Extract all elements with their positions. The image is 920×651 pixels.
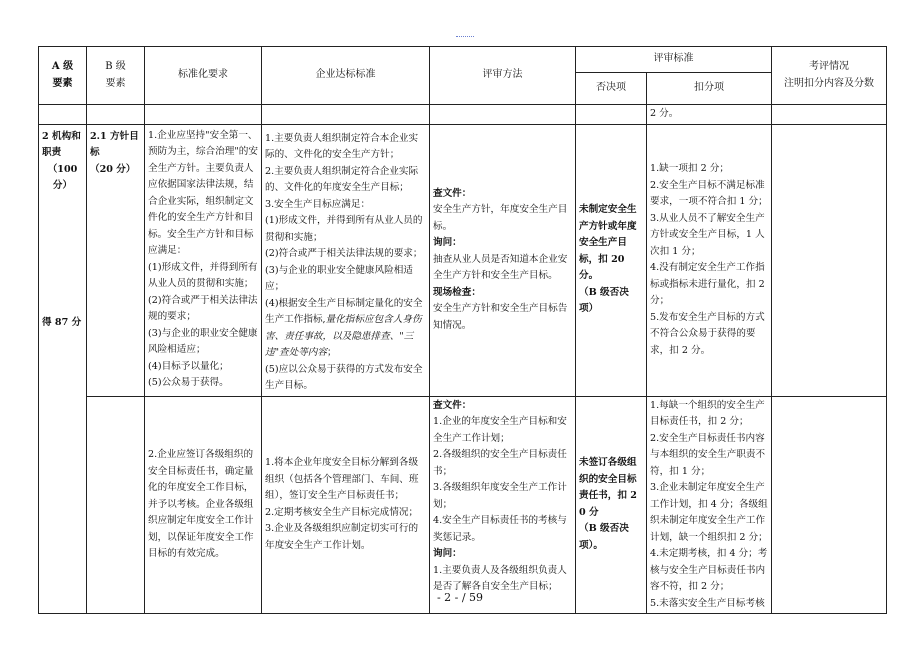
enterprise-standard bbox=[262, 124, 430, 396]
a-level-score: （100 分） bbox=[47, 163, 78, 191]
header-b-level: B 级 要素 bbox=[87, 47, 145, 105]
header-veto: 否决项 bbox=[576, 73, 647, 105]
header-review-method: 评审方法 bbox=[430, 47, 576, 105]
cell-empty bbox=[772, 105, 887, 125]
ent-italic-note: 量化指标应包含人身伤害、责任事故，以及隐患排查、"三违"查处等内容 bbox=[265, 314, 422, 358]
cell-empty bbox=[39, 105, 87, 125]
method-heading: 询问： bbox=[433, 548, 462, 559]
method-heading: 询问： bbox=[433, 237, 462, 249]
cell-empty bbox=[576, 105, 647, 125]
header-a-level: A 级 要素 bbox=[39, 47, 87, 105]
b-level-title: 2.1 方针目标 bbox=[90, 130, 139, 158]
header-mark bbox=[456, 36, 474, 41]
b-level-score: （20 分） bbox=[90, 163, 136, 175]
veto-text: 未制定安全生产方针或年度安全生产目标，扣 20 分。 bbox=[579, 204, 637, 282]
method-text: 抽查从业人员是否知道本企业安全生产方针和安全生产目标。 bbox=[433, 253, 568, 282]
veto-note: （B 级否决项）。 bbox=[579, 523, 629, 551]
method-heading: 查文件： bbox=[433, 399, 472, 411]
method-text: 安全生产方针和安全生产目标告知情况。 bbox=[433, 303, 568, 331]
header-deduct: 扣分项 bbox=[647, 73, 772, 105]
page-number: - 2 - / 59 bbox=[436, 591, 484, 604]
cell-empty bbox=[262, 105, 430, 125]
ent-item: 3.安全生产目标应满足： (1)形成文件，并得到所有从业人员的贯彻和实施； (2)符合或严于相关法律法规的要求； (3)与企业的职业安全健康风险相适应； (4)根据安全生产目标制定量化的安全生产工作指标, bbox=[265, 198, 423, 325]
method-text: 1.企业的年度安全生产目标和安全生产工作计划； 2.各级组织的安全生产目标责任书； 3.各级组织年度安全生产工作计划； 4.安全生产目标责任书的考核与奖惩记录。 bbox=[433, 416, 567, 543]
ent-item: 1.主要负责人组织制定符合本企业实际的、文件化的安全生产方针； bbox=[265, 132, 419, 160]
standards-table bbox=[38, 46, 887, 614]
deduct-item: 1.缺一项扣 2 分； 2.安全生产目标不满足标准要求，一项不符合扣 1 分； 3.从业人员不了解安全生产方针或安全生产目标，1 人次扣 1 分； 4.没有制定安全生产工作指标或指标未进行量化，扣 2 分； 5.发布安全生产目标的方式不符合公众易于获得的要求，扣 2 分。 bbox=[647, 124, 772, 396]
ent-item: ； (5)应以公众易于获得的方式发布安全生产目标。 bbox=[265, 347, 423, 391]
veto-item bbox=[576, 396, 647, 614]
cell-empty bbox=[430, 105, 576, 125]
method-heading: 现场检查： bbox=[433, 286, 481, 298]
evaluation-cell bbox=[772, 124, 887, 396]
veto-item bbox=[576, 124, 647, 396]
header-enterprise-standard: 企业达标标准 bbox=[262, 47, 430, 105]
veto-note: （B 级否决项） bbox=[579, 286, 629, 315]
review-method bbox=[430, 124, 576, 396]
cell-empty bbox=[145, 105, 262, 125]
b-level-element bbox=[87, 396, 145, 614]
header-review-standard: 评审标准 bbox=[576, 47, 772, 73]
review-method bbox=[430, 396, 576, 614]
method-heading: 查文件： bbox=[433, 187, 472, 199]
ent-item: 2.主要负责人组织制定符合企业实际的、文件化的年度安全生产目标； bbox=[265, 165, 419, 193]
method-text: 1.主要负责人及各级组织负责人是否了解各自安全生产目标； bbox=[433, 564, 567, 592]
deduct-item: 1.每缺一个组织的安全生产目标责任书，扣 2 分； 2.安全生产目标责任书内容与本组织的安全生产职责不符，扣 1 分； 3.企业未制定年度安全生产工作计划，扣 4 分；各级组织未制定年度安全生产工作计划，缺一个组织扣 2 分； 4.未定期考核，扣 4 分；考核与安全生产目标责任书内容不符，扣 2 分； 5.未落实安全生产目标考核 bbox=[647, 396, 772, 614]
method-text: 安全生产方针，年度安全生产目标。 bbox=[433, 204, 568, 232]
a-level-got-score: 得 87 分 bbox=[42, 316, 82, 328]
deduct-cell: 2 分。 bbox=[647, 105, 772, 125]
header-evaluation: 考评情况 注明扣分内容及分数 bbox=[772, 47, 887, 105]
a-level-element bbox=[39, 124, 87, 614]
veto-text: 未签订各级组织的安全目标责任书，扣 20 分 bbox=[579, 457, 637, 518]
enterprise-standard: 1.将本企业年度安全目标分解到各级组织（包括各个管理部门、车间、班组），签订安全生产目标责任书； 2.定期考核安全生产目标完成情况； 3.企业及各级组织应制定切实可行的年度安全生产工作计划。 bbox=[262, 396, 430, 614]
standard-requirement: 1.企业应坚持"安全第一、预防为主，综合治理"的安全生产方针。主要负责人应依据国家法律法规，结合企业实际，组织制定文件化的安全生产方针和目标。安全生产方针和目标应满足： (1)形成文件，并得到所有从业人员的贯彻和实施； (2)符合或严于相关法律法规的要求； (3)与企业的职业安全健康风险相适应； (4)目标予以量化； (5)公众易于获得。 bbox=[145, 124, 262, 396]
cell-empty bbox=[87, 105, 145, 125]
b-level-element bbox=[87, 124, 145, 396]
a-level-title: 2 机构和职责 bbox=[42, 130, 81, 158]
standard-requirement: 2.企业应签订各级组织的安全目标责任书，确定量化的年度安全工作目标，并予以考核。企业各级组织应制定年度安全工作计划，以保证年度安全工作目标的有效完成。 bbox=[145, 396, 262, 614]
evaluation-cell bbox=[772, 396, 887, 614]
header-standard-requirement: 标准化要求 bbox=[145, 47, 262, 105]
